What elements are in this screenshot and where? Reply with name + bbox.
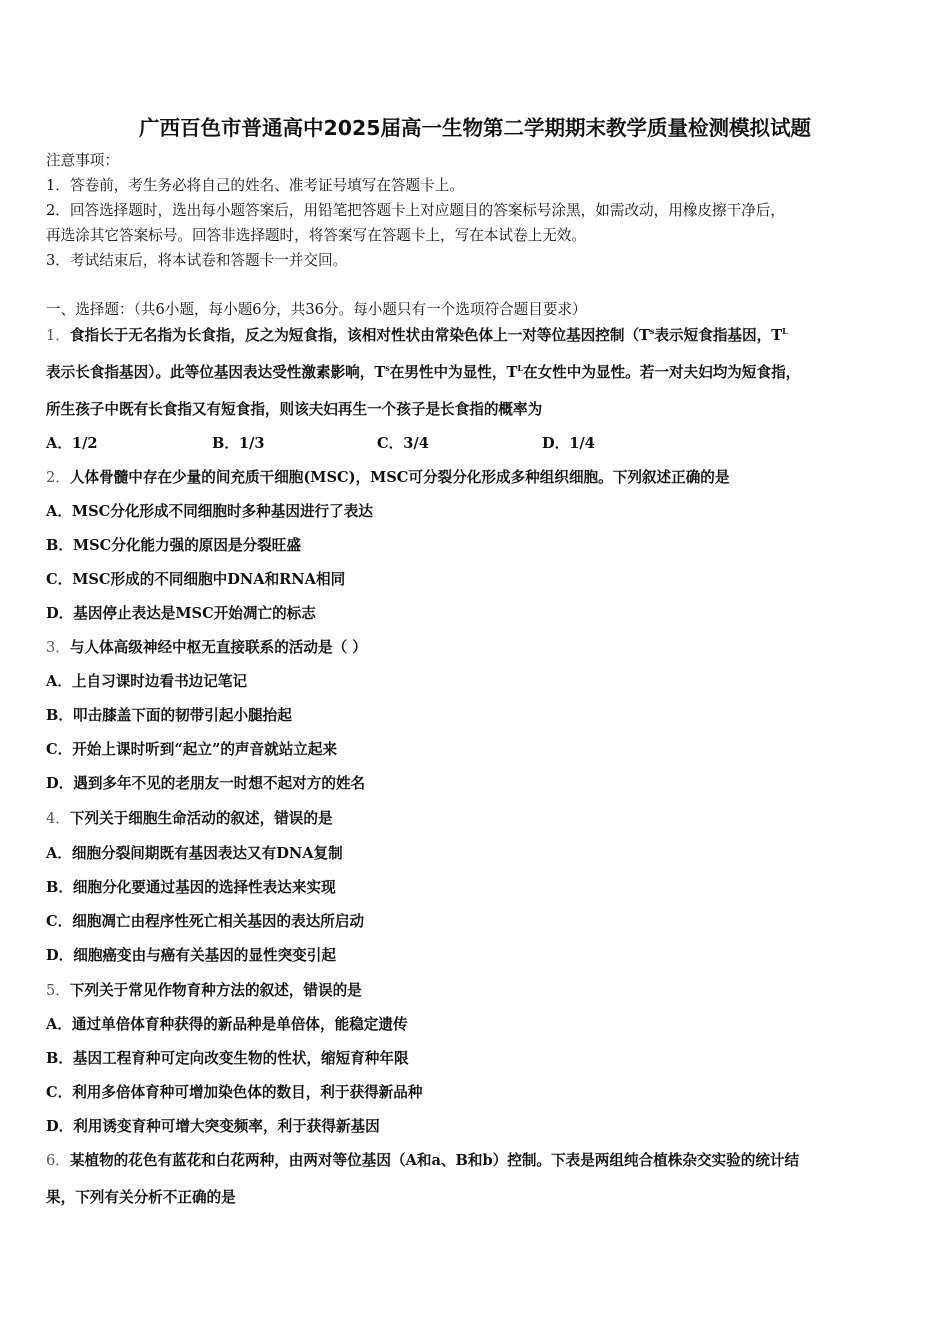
notice-heading: 注意事项： [46,152,119,169]
q2-option-a[interactable]: A．MSC分化形成不同细胞时多种基因进行了表达 [46,503,373,520]
q1-line1 [46,326,788,346]
q4-option-d[interactable]: D．细胞癌变由与癌有关基因的显性突变引起 [46,947,336,964]
q6-number: 6． [46,1152,70,1169]
q4-option-a[interactable]: A．细胞分裂间期既有基因表达又有DNA复制 [46,845,343,862]
q2-number: 2． [46,469,70,486]
q3-stem [46,638,367,658]
q1-line2 [46,363,800,383]
notice-item-1: 1．答卷前，考生务必将自己的姓名、准考证号填写在答题卡上。 [46,177,464,194]
q4-stem [46,809,333,829]
q3-option-c[interactable]: C．开始上课时听到“起立”的声音就站立起来 [46,741,338,758]
q1-text-b: 表示短食指基因，T [654,327,783,344]
q1-text-d: 在男性中为显性，T [389,364,518,381]
q1-sup-l-2: L [517,363,523,373]
q5-option-c[interactable]: C．利用多倍体育种可增加染色体的数目，利于获得新品种 [46,1084,423,1101]
q1-text-e: 在女性中为显性。若一对夫妇均为短食指， [522,364,801,381]
q1-number: 1． [46,327,70,344]
q4-number: 4． [46,810,70,827]
q5-option-b[interactable]: B．基因工程育种可定向改变生物的性状，缩短育种年限 [46,1050,409,1067]
q6-line1 [46,1151,799,1171]
q1-sup-s: s [649,326,655,336]
section-heading: 一、选择题：（共6小题，每小题6分，共36分。每小题只有一个选项符合题目要求） [46,301,587,318]
q1-line3: 所生孩子中既有长食指又有短食指，则该夫妇再生一个孩子是长食指的概率为 [46,401,543,418]
q3-option-b[interactable]: B．叩击膝盖下面的韧带引起小腿抬起 [46,707,292,724]
q5-option-d[interactable]: D．利用诱变育种可增大突变频率，利于获得新基因 [46,1118,380,1135]
notice-item-2-cont: 再选涂其它答案标号。回答非选择题时，将答案写在答题卡上，写在本试卷上无效。 [46,227,586,244]
q3-option-a[interactable]: A．上自习课时边看书边记笔记 [46,673,248,690]
q6-line1-text: 某植物的花色有蓝花和白花两种，由两对等位基因（A和a、B和b）控制。下表是两组纯合植株杂交实验的统计结 [69,1152,800,1169]
q2-stem [46,468,729,488]
notice-item-3: 3．考试结束后，将本试卷和答题卡一并交回。 [46,252,348,269]
exam-title: 广西百色市普通高中2025届高一生物第二学期期末教学质量检测模拟试题 [138,116,812,140]
q4-option-c[interactable]: C．细胞凋亡由程序性死亡相关基因的表达所启动 [46,913,365,930]
q1-option-d[interactable]: D．1/4 [542,435,595,452]
q1-text-a: 食指长于无名指为长食指，反之为短食指，该相对性状由常染色体上一对等位基因控制（T [69,327,650,344]
q1-option-b[interactable]: B．1/3 [212,435,265,452]
q1-sup-s-2: s [385,363,390,373]
notice-item-2: 2．回答选择题时，选出每小题答案后，用铅笔把答题卡上对应题目的答案标号涂黑，如需改动，用橡皮擦干净后， [46,202,785,219]
q5-stem-text: 下列关于常见作物育种方法的叙述，错误的是 [69,982,362,999]
q2-stem-text: 人体骨髓中存在少量的间充质干细胞(MSC)，MSC可分裂分化形成多种组织细胞。下列叙述正确的是 [69,469,730,486]
q1-sup-l: L [782,326,788,336]
q1-text-c: 表示长食指基因）。此等位基因表达受性激素影响，T [46,364,386,381]
q6-line2: 果，下列有关分析不正确的是 [46,1189,236,1206]
q4-option-b[interactable]: B．细胞分化要通过基因的选择性表达来实现 [46,879,336,896]
q3-number: 3． [46,639,70,656]
q1-option-c[interactable]: C．3/4 [377,435,429,452]
q4-stem-text: 下列关于细胞生命活动的叙述，错误的是 [69,810,333,827]
q2-option-b[interactable]: B．MSC分化能力强的原因是分裂旺盛 [46,537,301,554]
q1-option-a[interactable]: A．1/2 [46,435,98,452]
q5-option-a[interactable]: A．通过单倍体育种获得的新品种是单倍体，能稳定遗传 [46,1016,408,1033]
q5-number: 5． [46,982,70,999]
q2-option-d[interactable]: D．基因停止表达是MSC开始凋亡的标志 [46,605,316,622]
q3-stem-text: 与人体高级神经中枢无直接联系的活动是（ ） [69,639,367,656]
q2-option-c[interactable]: C．MSC形成的不同细胞中DNA和RNA相同 [46,571,346,588]
q3-option-d[interactable]: D．遇到多年不见的老朋友一时想不起对方的姓名 [46,775,366,792]
q5-stem [46,981,362,1001]
